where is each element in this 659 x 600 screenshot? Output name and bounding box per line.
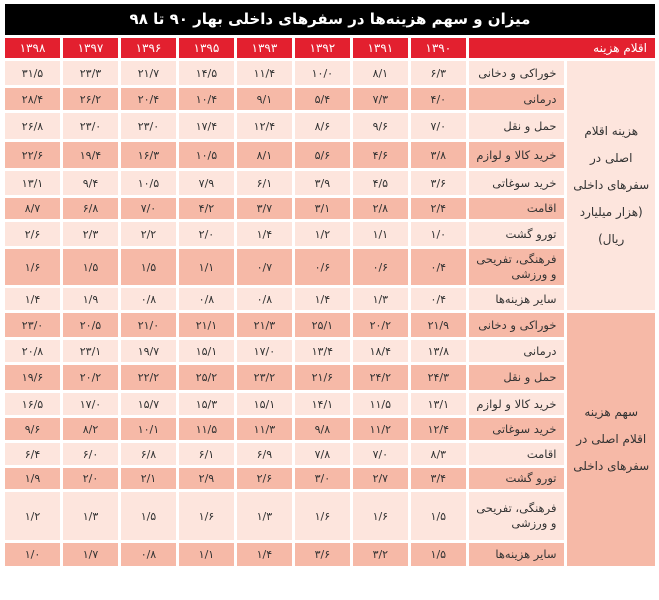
value-cell: ۹/۱	[237, 88, 292, 110]
value-cell: ۱۹/۷	[121, 340, 176, 362]
value-cell: ۰/۷	[237, 249, 292, 285]
value-cell: ۲۳/۲	[237, 365, 292, 390]
value-cell: ۶/۱	[237, 171, 292, 195]
value-cell: ۱/۶	[353, 492, 408, 540]
value-cell: ۱۵/۳	[179, 393, 234, 415]
value-cell: ۴/۶	[353, 142, 408, 168]
value-cell: ۱۱/۵	[179, 418, 234, 440]
value-cell: ۲/۲	[121, 222, 176, 246]
row-item-label: درمانی	[469, 340, 565, 362]
value-cell: ۱/۵	[121, 492, 176, 540]
table-row	[5, 198, 655, 219]
value-cell: ۱/۳	[237, 492, 292, 540]
value-cell: ۱/۳	[353, 288, 408, 310]
table-row	[5, 492, 655, 540]
row-item-label: خرید سوغاتی	[469, 171, 565, 195]
value-cell: ۷/۰	[353, 443, 408, 465]
table-row	[5, 393, 655, 415]
table-title: میزان و سهم هزینه‌ها در سفرهای داخلی بهار ۹۰ تا ۹۸	[5, 4, 655, 35]
value-cell: ۷/۸	[295, 443, 350, 465]
value-cell: ۳/۲	[353, 543, 408, 566]
value-cell: ۸/۲	[63, 418, 118, 440]
row-item-label: تورو گشت	[469, 222, 565, 246]
header-items-label: اقلام هزینه	[469, 38, 655, 58]
value-cell: ۸/۳	[411, 443, 466, 465]
section-group-label: سهم هزینه اقلام اصلی در سفرهای داخلی	[567, 313, 655, 566]
value-cell: ۱۳/۸	[411, 340, 466, 362]
value-cell: ۲۶/۲	[63, 88, 118, 110]
header-year-2: ۱۳۹۲	[295, 38, 350, 58]
value-cell: ۵/۴	[295, 88, 350, 110]
table-row	[5, 61, 655, 85]
value-cell: ۹/۴	[63, 171, 118, 195]
value-cell: ۱/۱	[353, 222, 408, 246]
value-cell: ۱۳/۱	[5, 171, 60, 195]
value-cell: ۲/۸	[353, 198, 408, 219]
value-cell: ۱۰/۰	[295, 61, 350, 85]
value-cell: ۳/۰	[295, 468, 350, 489]
table-row	[5, 171, 655, 195]
value-cell: ۷/۰	[121, 198, 176, 219]
value-cell: ۱۰/۵	[121, 171, 176, 195]
value-cell: ۴/۰	[411, 88, 466, 110]
header-year-7: ۱۳۹۸	[5, 38, 60, 58]
value-cell: ۱/۶	[5, 249, 60, 285]
value-cell: ۲۵/۱	[295, 313, 350, 337]
value-cell: ۱۱/۴	[237, 61, 292, 85]
value-cell: ۴/۲	[179, 198, 234, 219]
value-cell: ۶/۰	[63, 443, 118, 465]
table-row	[5, 113, 655, 139]
value-cell: ۰/۸	[179, 288, 234, 310]
value-cell: ۱۰/۴	[179, 88, 234, 110]
value-cell: ۲۲/۶	[5, 142, 60, 168]
value-cell: ۲۳/۰	[5, 313, 60, 337]
value-cell: ۱/۵	[63, 249, 118, 285]
value-cell: ۸/۷	[5, 198, 60, 219]
value-cell: ۹/۸	[295, 418, 350, 440]
value-cell: ۲/۳	[63, 222, 118, 246]
value-cell: ۱۸/۴	[353, 340, 408, 362]
value-cell: ۲/۰	[179, 222, 234, 246]
value-cell: ۱/۴	[237, 222, 292, 246]
table-row	[5, 443, 655, 465]
value-cell: ۳/۸	[411, 142, 466, 168]
row-item-label: خوراکی و دخانی	[469, 313, 565, 337]
value-cell: ۱۱/۲	[353, 418, 408, 440]
table-row	[5, 468, 655, 489]
value-cell: ۶/۴	[5, 443, 60, 465]
value-cell: ۱۴/۵	[179, 61, 234, 85]
table-row	[5, 142, 655, 168]
table-row	[5, 340, 655, 362]
value-cell: ۱/۶	[179, 492, 234, 540]
value-cell: ۸/۶	[295, 113, 350, 139]
value-cell: ۲/۷	[353, 468, 408, 489]
value-cell: ۲۰/۸	[5, 340, 60, 362]
value-cell: ۲۴/۲	[353, 365, 408, 390]
value-cell: ۱/۵	[411, 492, 466, 540]
table-row	[5, 222, 655, 246]
value-cell: ۶/۳	[411, 61, 466, 85]
value-cell: ۲/۰	[63, 468, 118, 489]
value-cell: ۶/۹	[237, 443, 292, 465]
value-cell: ۲۱/۹	[411, 313, 466, 337]
value-cell: ۲۵/۲	[179, 365, 234, 390]
value-cell: ۱/۵	[411, 543, 466, 566]
value-cell: ۷/۰	[411, 113, 466, 139]
value-cell: ۱/۹	[5, 468, 60, 489]
value-cell: ۱/۲	[5, 492, 60, 540]
row-item-label: حمل و نقل	[469, 113, 565, 139]
value-cell: ۲۶/۸	[5, 113, 60, 139]
table-container	[5, 4, 655, 569]
value-cell: ۳۱/۵	[5, 61, 60, 85]
value-cell: ۱۰/۱	[121, 418, 176, 440]
value-cell: ۱/۷	[63, 543, 118, 566]
value-cell: ۳/۴	[411, 468, 466, 489]
value-cell: ۹/۶	[5, 418, 60, 440]
table-row	[5, 88, 655, 110]
value-cell: ۱۵/۱	[179, 340, 234, 362]
value-cell: ۱۱/۵	[353, 393, 408, 415]
value-cell: ۱۵/۷	[121, 393, 176, 415]
value-cell: ۸/۱	[353, 61, 408, 85]
value-cell: ۱۲/۴	[237, 113, 292, 139]
value-cell: ۹/۶	[353, 113, 408, 139]
value-cell: ۱۶/۵	[5, 393, 60, 415]
value-cell: ۲۰/۴	[121, 88, 176, 110]
value-cell: ۱/۲	[295, 222, 350, 246]
row-item-label: سایر هزینه‌ها	[469, 543, 565, 566]
value-cell: ۱۳/۱	[411, 393, 466, 415]
value-cell: ۰/۶	[353, 249, 408, 285]
value-cell: ۱۶/۳	[121, 142, 176, 168]
value-cell: ۶/۱	[179, 443, 234, 465]
header-year-3: ۱۳۹۳	[237, 38, 292, 58]
value-cell: ۲۱/۳	[237, 313, 292, 337]
table-row	[5, 365, 655, 390]
value-cell: ۰/۴	[411, 249, 466, 285]
row-item-label: خرید کالا و لوازم	[469, 142, 565, 168]
header-year-0: ۱۳۹۰	[411, 38, 466, 58]
value-cell: ۱/۴	[237, 543, 292, 566]
value-cell: ۲۸/۴	[5, 88, 60, 110]
table-row	[5, 543, 655, 566]
value-cell: ۱/۴	[5, 288, 60, 310]
value-cell: ۲۱/۰	[121, 313, 176, 337]
value-cell: ۲/۴	[411, 198, 466, 219]
value-cell: ۱/۱	[179, 543, 234, 566]
value-cell: ۱/۶	[295, 492, 350, 540]
value-cell: ۱/۰	[411, 222, 466, 246]
value-cell: ۲۳/۰	[63, 113, 118, 139]
table-row	[5, 313, 655, 337]
value-cell: ۱۹/۶	[5, 365, 60, 390]
row-item-label: فرهنگی، تفریحی و ورزشی	[469, 249, 565, 285]
value-cell: ۱۰/۵	[179, 142, 234, 168]
header-year-6: ۱۳۹۷	[63, 38, 118, 58]
value-cell: ۶/۸	[63, 198, 118, 219]
row-item-label: حمل و نقل	[469, 365, 565, 390]
value-cell: ۱/۰	[5, 543, 60, 566]
section-group-label: هزینه اقلام اصلی در سفرهای داخلی (هزار میلیارد ریال)	[567, 61, 655, 310]
header-row	[5, 38, 655, 58]
value-cell: ۱۷/۰	[63, 393, 118, 415]
value-cell: ۲۰/۲	[63, 365, 118, 390]
row-item-label: اقامت	[469, 198, 565, 219]
cost-table	[2, 35, 658, 569]
value-cell: ۳/۶	[411, 171, 466, 195]
value-cell: ۲۰/۵	[63, 313, 118, 337]
value-cell: ۱۳/۴	[295, 340, 350, 362]
row-item-label: سایر هزینه‌ها	[469, 288, 565, 310]
table-body	[5, 61, 655, 566]
row-item-label: خرید کالا و لوازم	[469, 393, 565, 415]
value-cell: ۰/۸	[121, 288, 176, 310]
value-cell: ۷/۳	[353, 88, 408, 110]
row-item-label: اقامت	[469, 443, 565, 465]
value-cell: ۱/۴	[295, 288, 350, 310]
value-cell: ۵/۶	[295, 142, 350, 168]
value-cell: ۱/۵	[121, 249, 176, 285]
value-cell: ۲/۶	[237, 468, 292, 489]
value-cell: ۱۲/۴	[411, 418, 466, 440]
row-item-label: درمانی	[469, 88, 565, 110]
value-cell: ۱۷/۴	[179, 113, 234, 139]
value-cell: ۰/۴	[411, 288, 466, 310]
value-cell: ۱۷/۰	[237, 340, 292, 362]
value-cell: ۱/۱	[179, 249, 234, 285]
header-year-4: ۱۳۹۵	[179, 38, 234, 58]
value-cell: ۳/۱	[295, 198, 350, 219]
value-cell: ۲/۹	[179, 468, 234, 489]
row-item-label: خرید سوغاتی	[469, 418, 565, 440]
value-cell: ۱۱/۳	[237, 418, 292, 440]
value-cell: ۴/۵	[353, 171, 408, 195]
header-year-5: ۱۳۹۶	[121, 38, 176, 58]
value-cell: ۲۲/۲	[121, 365, 176, 390]
value-cell: ۲/۱	[121, 468, 176, 489]
value-cell: ۲۴/۳	[411, 365, 466, 390]
value-cell: ۱/۹	[63, 288, 118, 310]
value-cell: ۳/۶	[295, 543, 350, 566]
value-cell: ۷/۹	[179, 171, 234, 195]
row-item-label: تورو گشت	[469, 468, 565, 489]
row-item-label: فرهنگی، تفریحی و ورزشی	[469, 492, 565, 540]
value-cell: ۳/۹	[295, 171, 350, 195]
value-cell: ۲۱/۷	[121, 61, 176, 85]
table-row	[5, 288, 655, 310]
value-cell: ۳/۷	[237, 198, 292, 219]
value-cell: ۰/۶	[295, 249, 350, 285]
value-cell: ۰/۸	[237, 288, 292, 310]
value-cell: ۲۱/۱	[179, 313, 234, 337]
value-cell: ۸/۱	[237, 142, 292, 168]
table-row	[5, 418, 655, 440]
value-cell: ۲/۶	[5, 222, 60, 246]
value-cell: ۲۳/۱	[63, 340, 118, 362]
value-cell: ۱۵/۱	[237, 393, 292, 415]
value-cell: ۰/۸	[121, 543, 176, 566]
value-cell: ۱/۳	[63, 492, 118, 540]
value-cell: ۱۴/۱	[295, 393, 350, 415]
value-cell: ۶/۸	[121, 443, 176, 465]
row-item-label: خوراکی و دخانی	[469, 61, 565, 85]
header-year-1: ۱۳۹۱	[353, 38, 408, 58]
value-cell: ۲۱/۶	[295, 365, 350, 390]
table-row	[5, 249, 655, 285]
value-cell: ۲۳/۳	[63, 61, 118, 85]
value-cell: ۲۳/۰	[121, 113, 176, 139]
value-cell: ۱۹/۴	[63, 142, 118, 168]
value-cell: ۲۰/۲	[353, 313, 408, 337]
